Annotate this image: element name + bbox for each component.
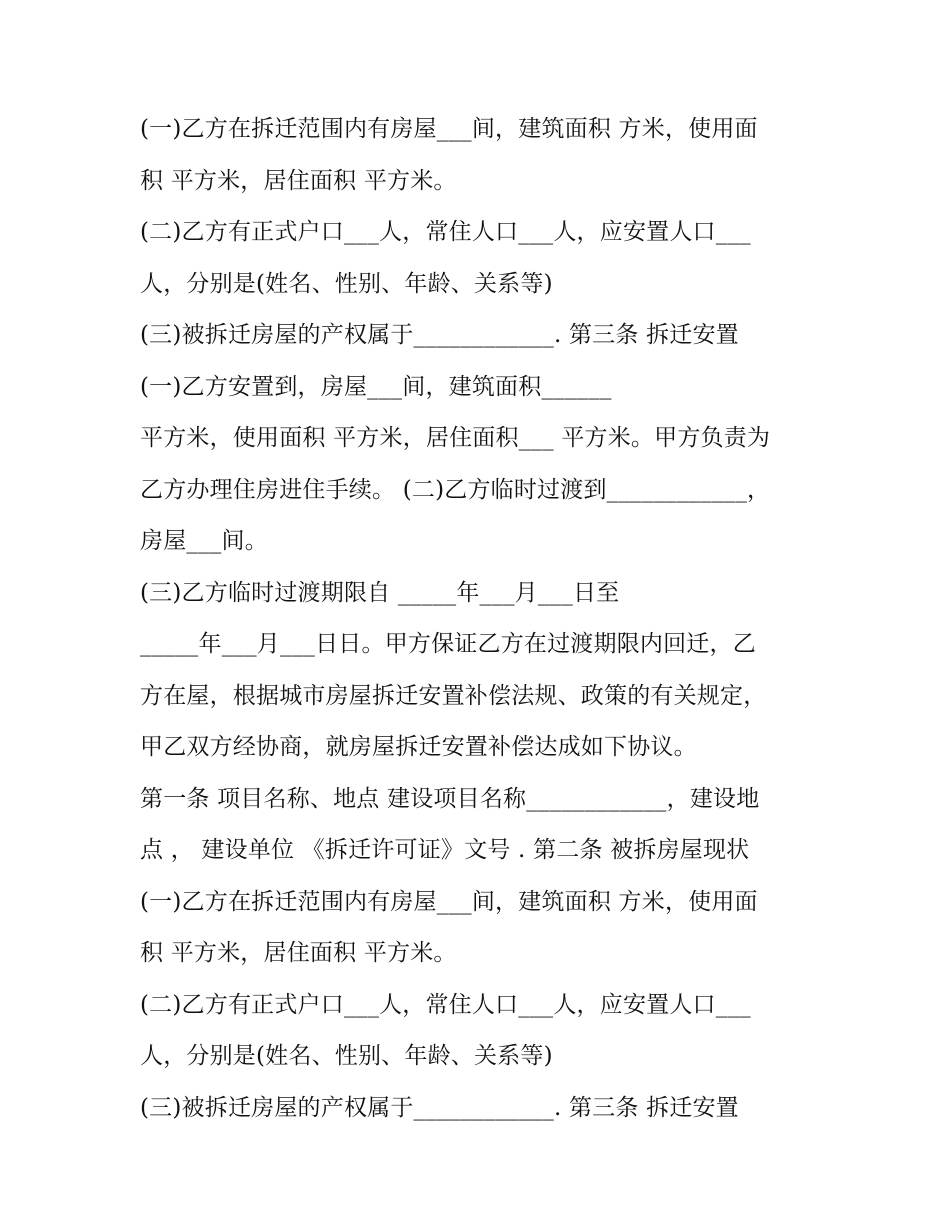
text-line: (一)乙方在拆迁范围内有房屋___间，建筑面积 方米，使用面 [140, 888, 758, 915]
text-line: 平方米，使用面积 平方米，居住面积___ 平方米。甲方负责为 [140, 425, 771, 451]
document-body [140, 104, 820, 1134]
text-line: (一)乙方在拆迁范围内有房屋___间，建筑面积 方米，使用面 [140, 116, 758, 142]
text-line: 点 ， 建设单位 《拆迁许可证》文号 . 第二条 被拆房屋现状 [140, 837, 750, 863]
text-line: (二)乙方有正式户口___人，常住人口___人，应安置人口___ [140, 219, 751, 245]
text-line: 人，分别是(姓名、性别、年龄、关系等) [140, 1043, 553, 1069]
text-line: 第一条 项目名称、地点 建设项目名称____________，建设地 [140, 785, 760, 812]
text-line: _____年___月___日日。甲方保证乙方在过渡期限内回迁，乙 [140, 631, 756, 657]
text-line: 乙方办理住房进住手续。 (二)乙方临时过渡到____________， [140, 476, 771, 503]
text-line: (三)被拆迁房屋的产权属于____________. 第三条 拆迁安置 [140, 1094, 739, 1121]
text-line: 房屋___间。 [140, 528, 268, 554]
text-line: (一)乙方安置到，房屋___间，建筑面积______ [140, 373, 612, 400]
text-line: 人，分别是(姓名、性别、年龄、关系等) [140, 270, 553, 297]
text-line: 甲乙双方经协商，就房屋拆迁安置补偿达成如下协议。 [140, 734, 697, 760]
text-line: (三)被拆迁房屋的产权属于____________. 第三条 拆迁安置 [140, 322, 739, 348]
text-line: 积 平方米，居住面积 平方米。 [140, 940, 457, 966]
text-line: (二)乙方有正式户口___人，常住人口___人，应安置人口___ [140, 991, 751, 1018]
text-line: (三)乙方临时过渡期限自 _____年___月___日至 [140, 579, 620, 606]
text-line: 方在屋，根据城市房屋拆迁安置补偿法规、政策的有关规定， [140, 682, 767, 709]
text-line: 积 平方米，居住面积 平方米。 [140, 167, 457, 194]
